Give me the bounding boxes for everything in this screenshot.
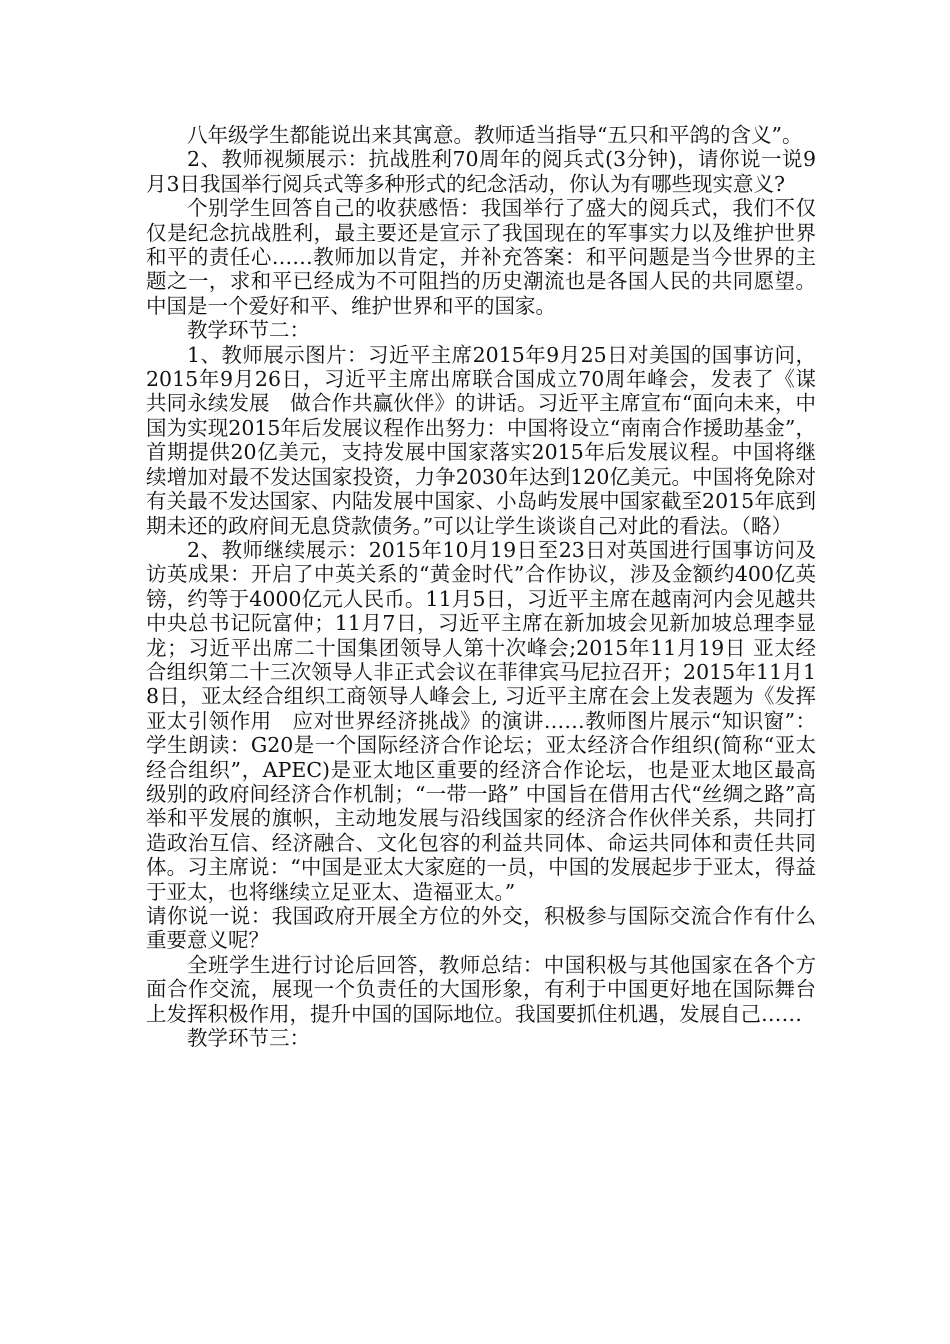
paragraph-parade-video: 2、教师视频展示：抗战胜利70周年的阅兵式(3分钟)，请你说一说9月3日我国举行阅兵式等多种形式的纪念活动，你认为有哪些现实意义? xyxy=(146,147,816,196)
document-page xyxy=(146,123,816,1050)
paragraph-student-response: 个别学生回答自己的收获感悟：我国举行了盛大的阅兵式，我们不仅仅是纪念抗战胜利，最主要还是宣示了我国现在的军事实力以及维护世界和平的责任心……教师加以肯定，并补充答案：和平问题是当今世界的主题之一，求和平已经成为不可阻挡的历史潮流也是各国人民的共同愿望。中国是一个爱好和平、维护世界和平的国家。 xyxy=(146,196,816,318)
paragraph-summary: 全班学生进行讨论后回答，教师总结：中国积极与其他国家在各个方面合作交流，展现一个负责任的大国形象，有利于中国更好地在国际舞台上发挥积极作用，提升中国的国际地位。我国要抓住机遇，发展自己…… xyxy=(146,952,816,1026)
section-heading-three: 教学环节三： xyxy=(187,1026,310,1051)
paragraph-uk-visit: 2、教师继续展示：2015年10月19日至23日对英国进行国事访问及访英成果：开启了中英关系的“黄金时代”合作协议，涉及金额约400亿英镑，约等于4000亿元人民币。11月5日，习近平主席在越南河内会见越共中央总书记阮富仲；11月7日，习近平主席在新加坡会见新加坡总理李显龙；习近平出席二十国集团领导人第十次峰会;2015年11月19日 亚太经合组织第二十三次领导人非正式会议在菲律宾马尼拉召开；2015年11月18日，亚太经合组织工商领导人峰会上, 习近平主席在会上发表题为《发挥亚太引领作用 应对世界经济挑战》的演讲……教师图片展示“知识窗”：学生朗读：G20是一个国际经济合作论坛；亚太经济合作组织(简称“亚太经合组织”，APEC)是亚太地区重要的经济合作论坛，也是亚太地区最高级别的政府间经济合作机制；“一带一路” 中国旨在借用古代“丝绸之路”高举和平发展的旗帜，主动地发展与沿线国家的经济合作伙伴关系，共同打造政治互信、经济融合、文化包容的利益共同体、命运共同体和责任共同体。习主席说：“中国是亚太大家庭的一员，中国的发展起步于亚太，得益于亚太，也将继续立足亚太、造福亚太。” xyxy=(146,537,816,904)
paragraph-peace-dove: 八年级学生都能说出来其寓意。教师适当指导“五只和平鸽的含义”。 xyxy=(187,123,803,147)
paragraph-us-visit: 1、教师展示图片：习近平主席2015年9月25日对美国的国事访问，2015年9月26日，习近平主席出席联合国成立70周年峰会，发表了《谋共同永续发展 做合作共赢伙伴》的讲话。习近平主席宣布“面向未来，中国为实现2015年后发展议程作出努力：中国将设立“南南合作援助基金”，首期提供20亿美元，支持发展中国家落实2015年后发展议程。中国将继续增加对最不发达国家投资，力争2030年达到120亿美元。中国将免除对有关最不发达国家、内陆发展中国家、小岛屿发展中国家截至2015年底到期未还的政府间无息贷款债务。”可以让学生谈谈自己对此的看法。（略） xyxy=(146,342,816,538)
section-heading-two: 教学环节二： xyxy=(187,318,310,343)
paragraph-question: 请你说一说：我国政府开展全方位的外交，积极参与国际交流合作有什么重要意义呢？ xyxy=(146,904,816,953)
